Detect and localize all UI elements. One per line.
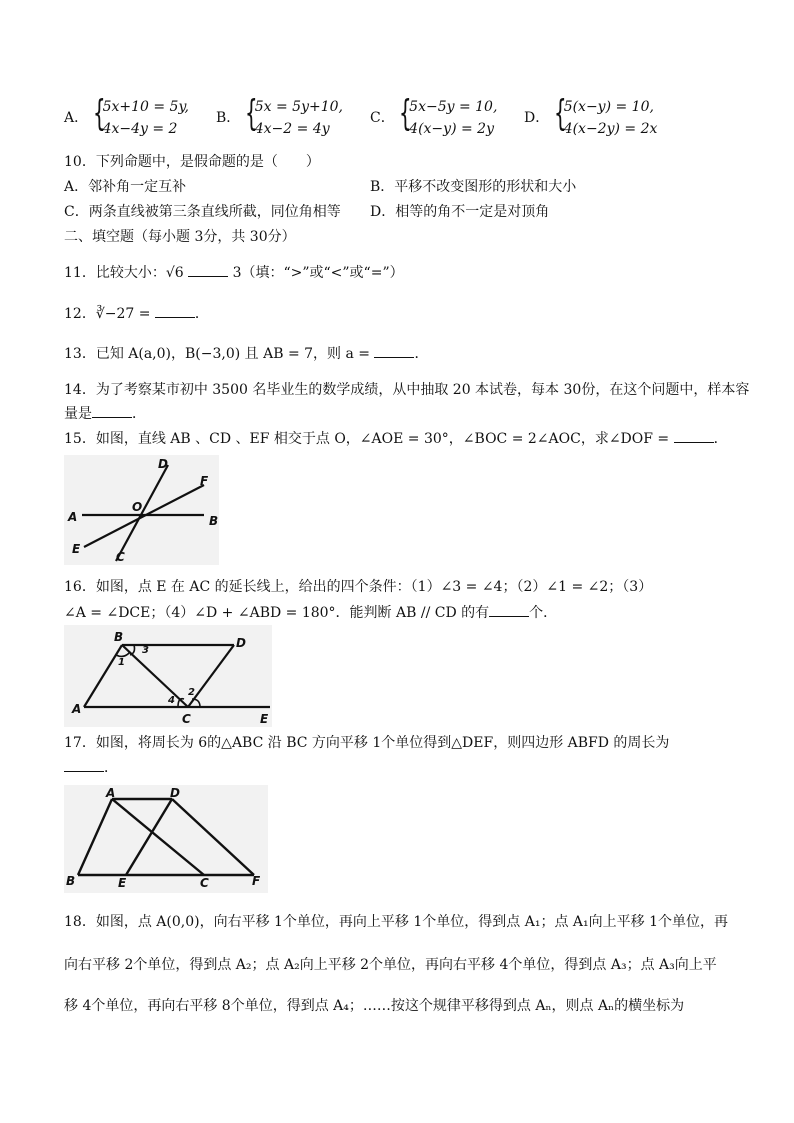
label-d: D (170, 786, 180, 800)
label-d: D (158, 457, 168, 471)
label-c: C (116, 550, 125, 564)
q10-stem: 10．下列命题中，是假命题的是（ ） (64, 154, 320, 170)
label-1: 1 (118, 657, 125, 668)
label-3: 3 (142, 645, 149, 656)
label-e: E (118, 876, 127, 890)
label-c: C (200, 876, 209, 890)
section-heading: 二、填空题（每小题 3分，共 30分） (64, 229, 296, 245)
answer-blank (188, 262, 228, 277)
q18-line3: 移 4个单位，再向右平移 8个单位，得到点 A₄；……按这个规律平移得到点 Aₙ，则点 Aₙ的横坐标为 (64, 998, 685, 1014)
line-df (172, 799, 254, 875)
q9-d-eq2: 4(x−2y) = 2x (563, 121, 658, 137)
answer-blank (92, 403, 132, 418)
q17-diagram (64, 785, 268, 893)
label-o: O (132, 500, 143, 514)
q9-c-eq1: 5x−5y = 10, (409, 99, 498, 115)
q15-figure (64, 455, 219, 565)
label-b: B (66, 874, 76, 888)
line-ab (78, 799, 112, 875)
line-de (126, 799, 172, 875)
q18-line1: 18．如图，点 A(0,0)，向右平移 1个单位，再向上平移 1个单位，得到点 A₁；点 A₁向上平移 1个单位，再 (64, 914, 728, 930)
q9-a-eq2: 4x−4y = 2 (102, 121, 178, 137)
q9-c-eq2: 4(x−y) = 2y (409, 121, 494, 137)
q17-line1: 17．如图，将周长为 6的△ABC 沿 BC 方向平移 1个单位得到△DEF，则四边形 ABFD 的周长为 (64, 735, 670, 751)
label-e: E (72, 542, 81, 556)
q9-b-eq1: 5x = 5y+10, (254, 99, 343, 115)
q15-diagram (64, 455, 219, 565)
label-f: F (200, 474, 209, 488)
q9-option-b: B． { 5x = 5y+10, 4x−2 = 4y (216, 96, 343, 140)
q13: 13．已知 A(a,0)，B(−3,0) 且 AB = 7，则 a = ． (64, 343, 428, 364)
answer-blank (674, 428, 714, 443)
answer-blank (489, 602, 529, 617)
label-b: B (209, 514, 219, 528)
q9-option-c: C． { 5x−5y = 10, 4(x−y) = 2y (370, 96, 497, 140)
line-ac (112, 799, 204, 875)
q16-line2: ∠A = ∠DCE；（4）∠D + ∠ABD = 180°．能判断 AB // CD 的有 个． (64, 602, 557, 623)
line-ab (84, 645, 122, 707)
q10-option-b: B．平移不改变图形的形状和大小 (370, 179, 577, 195)
q9-option-d: D． { 5(x−y) = 10, 4(x−2y) = 2x (524, 96, 657, 140)
label-c: C (182, 712, 191, 726)
label-d: D (236, 636, 246, 650)
label-f: F (252, 874, 261, 888)
label-4: 4 (168, 695, 175, 706)
q16-diagram (64, 625, 272, 727)
q15: 15．如图，直线 AB 、CD 、EF 相交于点 O，∠AOE = 30°，∠BOC = 2∠AOC，求∠DOF = ． (64, 428, 728, 449)
q9-option-a: A． { 5x+10 = 5y, 4x−4y = 2 (64, 96, 189, 140)
label-a: A (72, 702, 82, 716)
q17-line2: ． (64, 757, 118, 778)
q18-line2: 向右平移 2个单位，得到点 A₂；点 A₂向上平移 2个单位，再向右平移 4个单位，得到点 A₃；点 A₃向上平 (64, 957, 717, 973)
q14-line1: 14．为了考察某市初中 3500 名毕业生的数学成绩，从中抽取 20 本试卷，每本 30份，在这个问题中，样本容 (64, 382, 750, 398)
q12: 12．∛−27 = ． (64, 303, 209, 324)
label-2: 2 (188, 687, 195, 698)
label-a: A (106, 786, 116, 800)
label-b: B (114, 630, 124, 644)
q9-a-eq1: 5x+10 = 5y, (102, 99, 189, 115)
q9-b-eq2: 4x−2 = 4y (254, 121, 330, 137)
answer-blank (64, 757, 104, 772)
q16-line1: 16．如图，点 E 在 AC 的延长线上，给出的四个条件：（1）∠3 = ∠4；（2）∠1 = ∠2；（3） (64, 579, 653, 595)
q16-figure (64, 625, 272, 727)
q11: 11．比较大小：√6 3（填：“>”或“<”或“=”） (64, 262, 404, 283)
answer-blank (155, 303, 195, 318)
q14-line2: 量是 ． (64, 403, 146, 424)
answer-blank (374, 343, 414, 358)
q10-option-a: A．邻补角一定互补 (64, 179, 187, 195)
q10-option-c: C．两条直线被第三条直线所截，同位角相等 (64, 204, 341, 220)
label-e: E (260, 712, 269, 726)
q17-figure (64, 785, 268, 893)
q10-option-d: D．相等的角不一定是对顶角 (370, 204, 550, 220)
q9-d-eq1: 5(x−y) = 10, (563, 99, 654, 115)
label-a: A (68, 510, 78, 524)
